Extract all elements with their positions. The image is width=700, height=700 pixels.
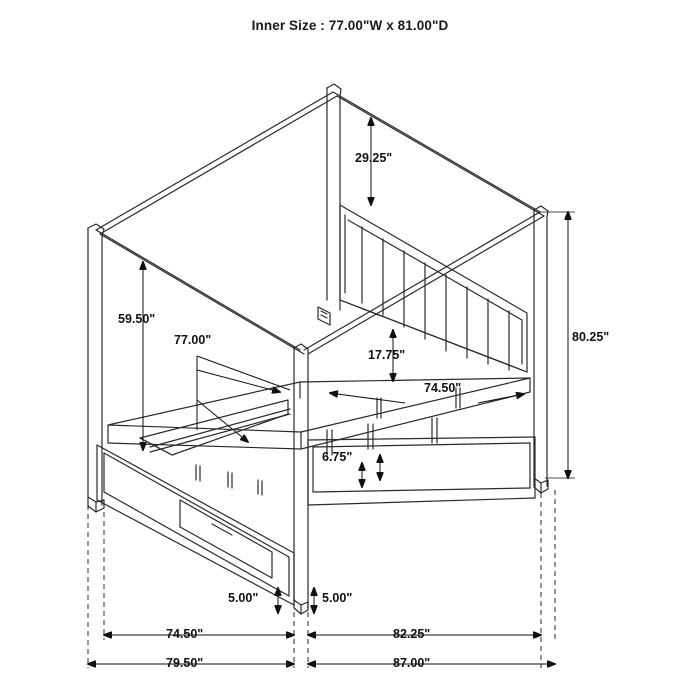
page-title: Inner Size : 77.00"W x 81.00"D — [251, 18, 449, 33]
dimension-lines — [88, 118, 575, 668]
dim-label-87-00-base: 87.00" — [393, 656, 431, 670]
dim-label-79-50-base: 79.50" — [166, 656, 204, 670]
headboard — [340, 205, 527, 372]
dim-label-82-25-base: 82.25" — [393, 627, 431, 641]
canopy-top-frame — [96, 92, 544, 354]
dim-77-leader — [197, 356, 290, 390]
dim-74-50-a — [330, 393, 405, 403]
dim-label-5-00-left: 5.00" — [228, 591, 259, 605]
dim-label-59-50: 59.50" — [118, 312, 156, 326]
bed-posts — [88, 84, 548, 614]
slat-platform — [108, 378, 530, 495]
dim-label-29-25: 29.25" — [355, 151, 393, 165]
dim-label-80-25: 80.25" — [572, 330, 610, 344]
dim-label-17-75: 17.75" — [368, 348, 406, 362]
side-rail-right — [308, 437, 535, 505]
dim-label-77-00: 77.00" — [174, 333, 212, 347]
dim-label-74-50-base: 74.50" — [166, 627, 204, 641]
center-bracket — [318, 307, 330, 325]
dim-label-5-00-right: 5.00" — [322, 591, 353, 605]
dim-label-74-50-depth: 74.50" — [424, 381, 462, 395]
dim-77-arrow-b — [197, 370, 280, 392]
dim-label-6-75: 6.75" — [322, 450, 353, 464]
dim-74-50-b — [478, 394, 524, 403]
